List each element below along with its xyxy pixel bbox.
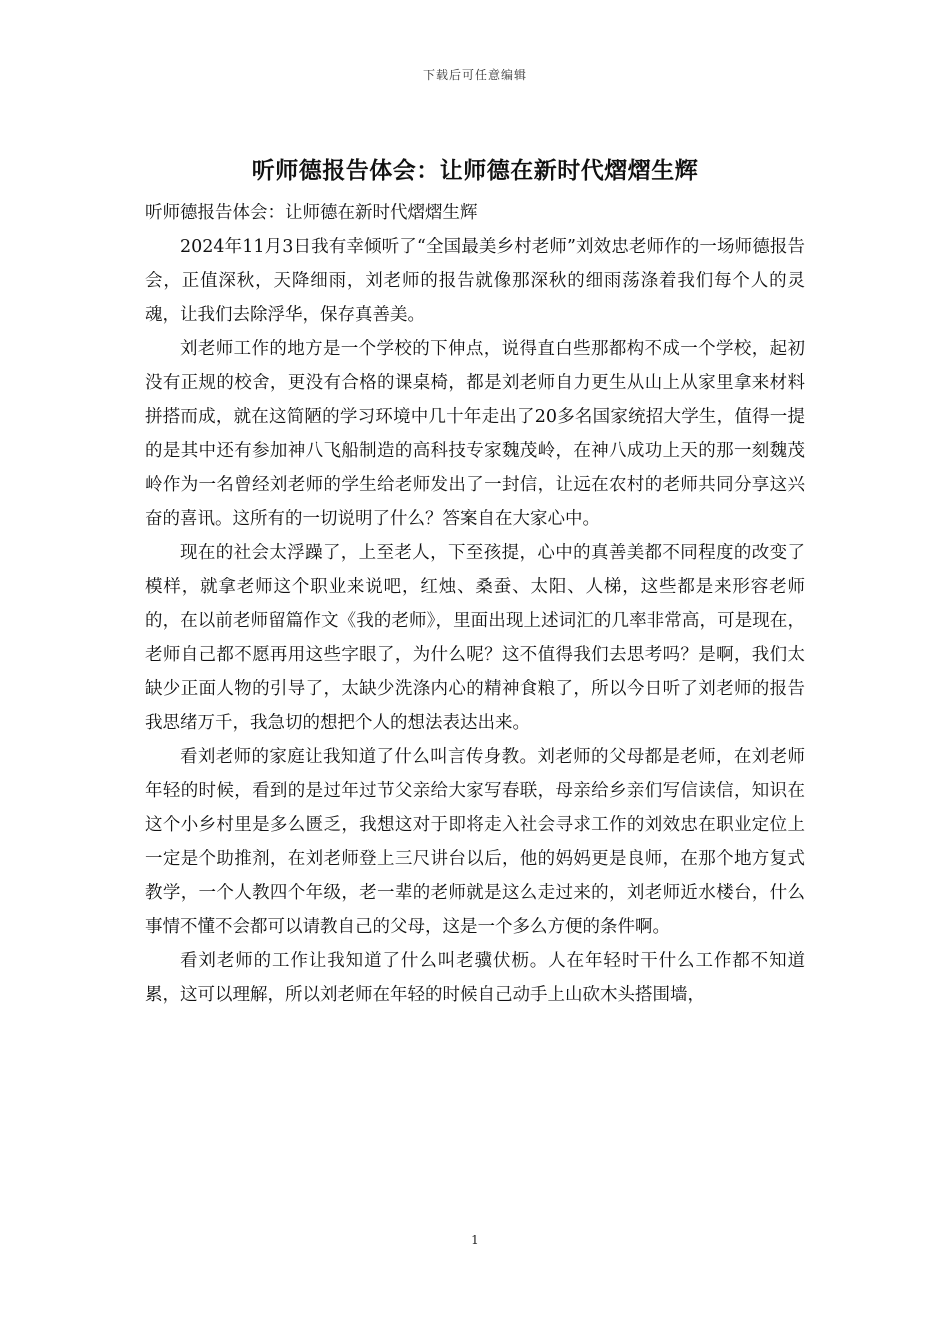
paragraph: 现在的社会太浮躁了，上至老人，下至孩提，心中的真善美都不同程度的改变了模样，就拿老师这个职业来说吧，红烛、桑蚕、太阳、人梯，这些都是来形容老师的，在以前老师留篇作文《我的老师》，里面出现上述词汇的几率非常高，可是现在，老师自己都不愿再用这些字眼了，为什么呢？这不值得我们去思考吗？是啊，我们太缺少正面人物的引导了，太缺少洗涤内心的精神食粮了，所以今日听了刘老师的报告我思绪万千，我急切的想把个人的想法表达出来。	[145, 543, 805, 733]
paragraph: 2024年11月3日我有幸倾听了“全国最美乡村老师”刘效忠老师作的一场师德报告会，正值深秋，天降细雨，刘老师的报告就像那深秋的细雨荡涤着我们每个人的灵魂，让我们去除浮华，保存真善美。	[145, 237, 805, 325]
paragraph: 刘老师工作的地方是一个学校的下伸点，说得直白些那都构不成一个学校，起初没有正规的校舍，更没有合格的课桌椅，都是刘老师自力更生从山上从家里拿来材料拼搭而成，就在这简陋的学习环境中几十年走出了20多名国家统招大学生，值得一提的是其中还有参加神八飞船制造的高科技专家魏茂岭，在神八成功上天的那一刻魏茂岭作为一名曾经刘老师的学生给老师发出了一封信，让远在农村的老师共同分享这兴奋的喜讯。这所有的一切说明了什么？答案自在大家心中。	[145, 339, 805, 529]
paragraph: 看刘老师的工作让我知道了什么叫老骥伏枥。人在年轻时干什么工作都不知道累，这可以理解，所以刘老师在年轻的时候自己动手上山砍木头搭围墙，	[145, 951, 805, 1005]
document-title: 听师德报告体会：让师德在新时代熠熠生辉	[251, 157, 699, 184]
document-body	[145, 196, 805, 1012]
page-number: 1	[471, 1233, 479, 1247]
header-note: 下载后可任意编辑	[422, 68, 527, 82]
document-subtitle: 听师德报告体会：让师德在新时代熠熠生辉	[145, 203, 478, 223]
paragraph: 看刘老师的家庭让我知道了什么叫言传身教。刘老师的父母都是老师，在刘老师年轻的时候，看到的是过年过节父亲给大家写春联，母亲给乡亲们写信读信，知识在这个小乡村里是多么匮乏，我想这对于即将走入社会寻求工作的刘效忠在职业定位上一定是个助推剂，在刘老师登上三尺讲台以后，他的妈妈更是良师，在那个地方复式教学，一个人教四个年级，老一辈的老师就是这么走过来的，刘老师近水楼台，什么事情不懂不会都可以请教自己的父母，这是一个多么方便的条件啊。	[145, 747, 805, 937]
